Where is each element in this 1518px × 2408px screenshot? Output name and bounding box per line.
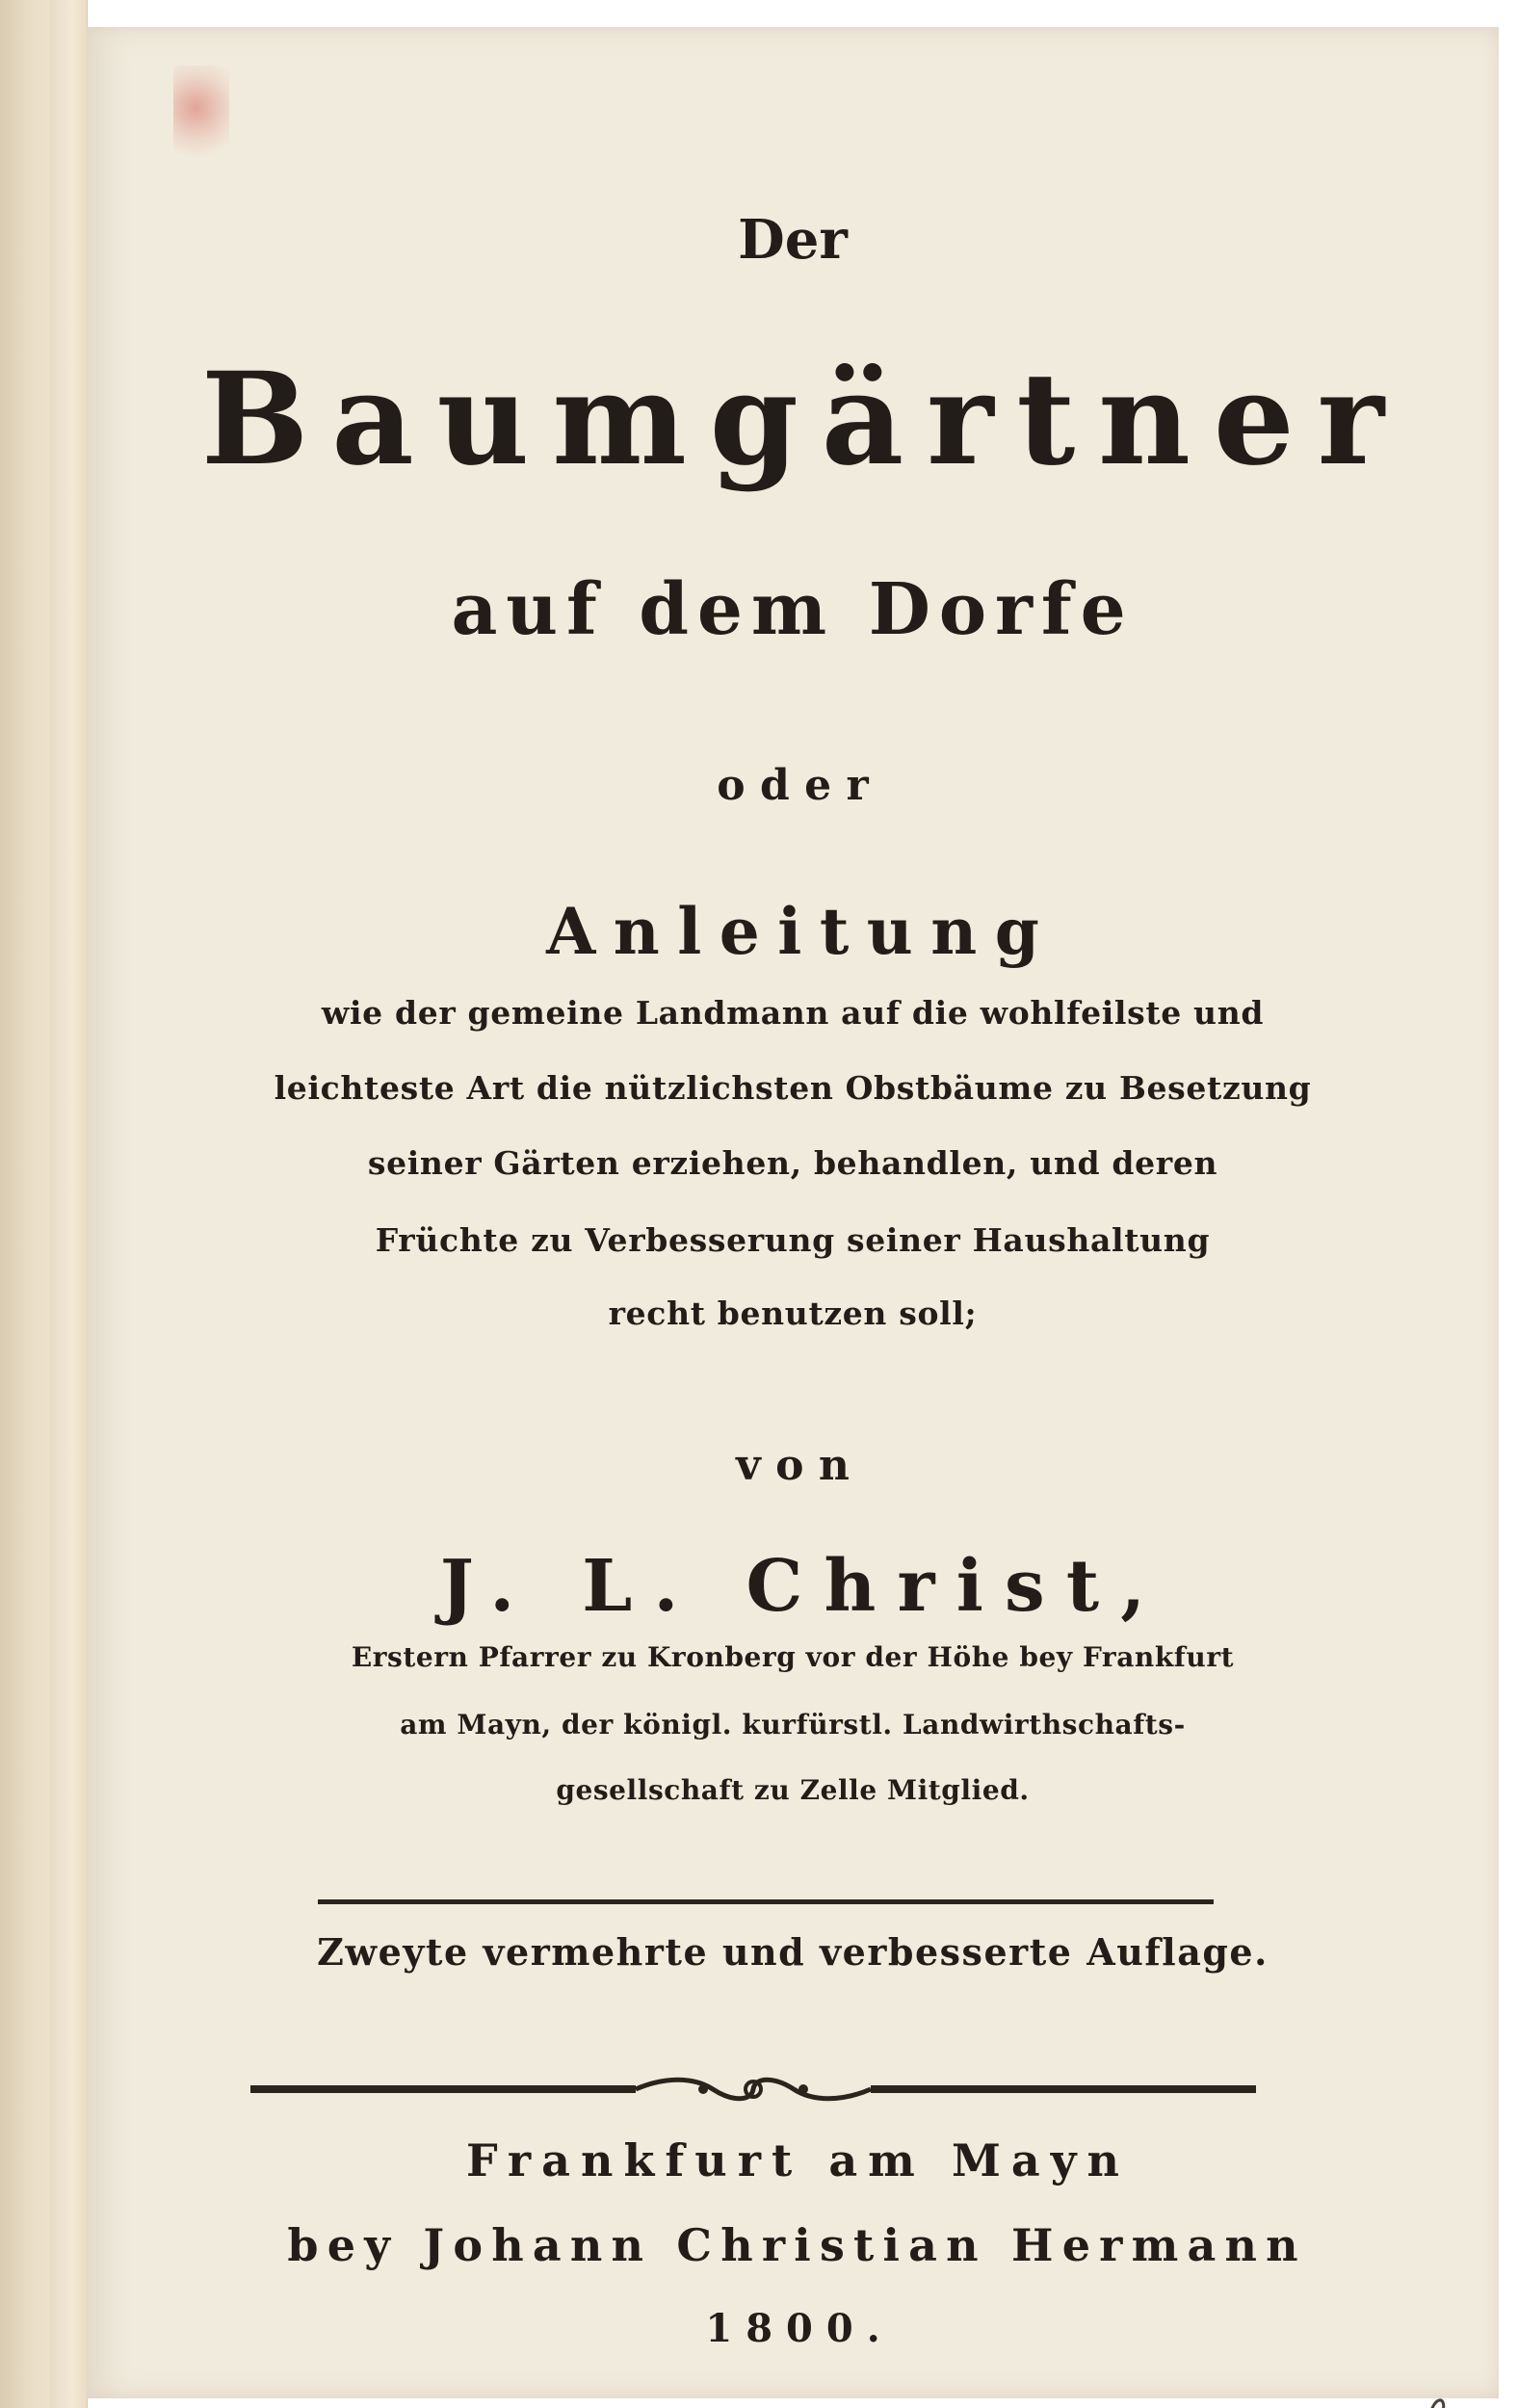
description-line: recht benutzen soll; — [608, 1295, 978, 1332]
handwritten-note-icon — [1422, 2389, 1518, 2408]
imprint-year: 1800. — [705, 2306, 894, 2351]
imprint-place: Frankfurt am Mayn — [466, 2134, 1131, 2186]
description-line: leichteste Art die nützlichsten Obstbäume zu Besetzung — [274, 1069, 1312, 1107]
foxing-stain — [173, 65, 229, 171]
connector-von: von — [736, 1441, 865, 1490]
edition-statement: Zweyte vermehrte und verbesserte Auflage. — [317, 1930, 1269, 1974]
connector-oder: oder — [717, 761, 884, 810]
title-word-der: Der — [738, 208, 848, 272]
title-page — [87, 27, 1499, 2398]
main-title: Baumgärtner — [200, 345, 1407, 494]
description-line: wie der gemeine Landmann auf die wohlfeilste und — [321, 994, 1265, 1032]
affiliation-line: am Mayn, der königl. kurfürstl. Landwirthschafts- — [400, 1709, 1186, 1741]
author-name: J. L. Christ, — [439, 1545, 1167, 1628]
description-line: Früchte zu Verbesserung seiner Haushaltung — [375, 1221, 1211, 1259]
book-cover-edge — [50, 0, 88, 2408]
horizontal-rule — [318, 1899, 1214, 1904]
imprint-publisher: bey Johann Christian Hermann — [287, 2219, 1307, 2271]
anleitung-heading: Anleitung — [546, 894, 1058, 969]
subtitle: auf dem Dorfe — [451, 568, 1135, 651]
affiliation-line: Erstern Pfarrer zu Kronberg vor der Höhe bey Frankfurt — [351, 1641, 1235, 1673]
description-line: seiner Gärten erziehen, behandlen, und deren — [367, 1144, 1218, 1182]
affiliation-line: gesellschaft zu Zelle Mitglied. — [556, 1774, 1030, 1806]
printer-ornament-icon — [250, 2073, 1256, 2106]
